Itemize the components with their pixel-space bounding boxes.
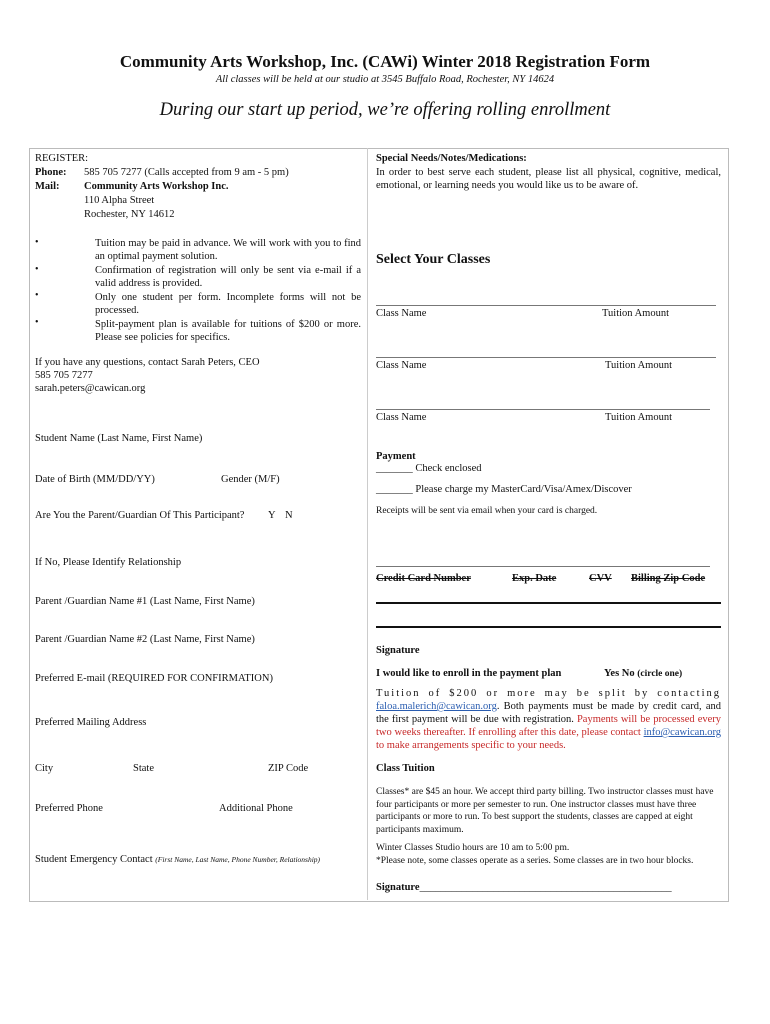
series-note: *Please note, some classes operate as a series. Some classes are in two hour blocks. <box>376 856 694 866</box>
payment-plan-question: I would like to enroll in the payment plan <box>376 668 562 679</box>
split-red-b: to make arrangements specific to your needs. <box>376 740 566 751</box>
split-payment-paragraph <box>376 687 721 752</box>
final-signature-label: Signature <box>376 882 420 893</box>
final-signature-line[interactable]: ________________________________________________ <box>419 882 672 893</box>
mail-org: Community Arts Workshop Inc. <box>84 181 229 192</box>
class-tuition-label: Class Tuition <box>376 763 435 774</box>
zip-field[interactable]: ZIP Code <box>268 763 309 774</box>
form-title: Community Arts Workshop, Inc. (CAWi) Winter 2018 Registration Form <box>119 52 651 71</box>
class-line-2 <box>376 357 716 358</box>
parent-no-option[interactable]: N <box>285 510 293 521</box>
mail-city: Rochester, NY 14612 <box>84 209 175 220</box>
column-divider <box>367 148 368 900</box>
parent-question: Are You the Parent/Guardian Of This Participant? <box>35 510 245 521</box>
emergency-contact-field[interactable] <box>35 854 320 865</box>
bullet-item-3: Only one student per form. Incomplete forms will not be processed. <box>95 292 361 316</box>
bullet-item-2: Confirmation of registration will only be sent via e-mail if a valid address is provided. <box>95 265 361 289</box>
mail-street: 110 Alpha Street <box>84 195 155 206</box>
info-email-link[interactable]: info@cawican.org <box>643 727 722 738</box>
class-name-1[interactable]: Class Name <box>376 308 427 319</box>
bullet-item-4: Split-payment plan is available for tuitions of $200 or more. Please see policies for specifics. <box>95 319 361 343</box>
check-enclosed-option[interactable]: _______ Check enclosed <box>376 463 482 474</box>
receipts-note: Receipts will be sent via email when your card is charged. <box>376 506 598 516</box>
split-text-a: Tuition of $200 or more may be split by contacting <box>376 688 721 699</box>
bullet-icon: • <box>35 317 39 328</box>
final-signature-field[interactable] <box>376 882 672 893</box>
tuition-amount-3[interactable]: Tuition Amount <box>605 412 673 423</box>
charge-card-option[interactable]: _______ Please charge my MasterCard/Visa/Amex/Discover <box>376 484 632 495</box>
relationship-field[interactable]: If No, Please Identify Relationship <box>35 557 182 568</box>
state-field[interactable]: State <box>133 763 154 774</box>
email-field[interactable]: Preferred E-mail (REQUIRED FOR CONFIRMATION) <box>35 673 273 684</box>
card-rule-1 <box>376 602 721 604</box>
split-red-a: Payments will be processed every two weeks thereafter. If enrolling after this date, please contact <box>376 714 722 738</box>
studio-address-note: All classes will be held at our studio at 3545 Buffalo Road, Rochester, NY 14624 <box>215 74 555 85</box>
card-exp-field[interactable]: Exp. Date <box>512 573 557 584</box>
phone-value: 585 705 7277 (Calls accepted from 9 am - 5 pm) <box>84 167 289 178</box>
rolling-enrollment-note: During our start up period, we’re offering rolling enrollment <box>159 100 611 120</box>
student-name-field[interactable]: Student Name (Last Name, First Name) <box>35 433 203 444</box>
bullet-icon: • <box>35 264 39 275</box>
payment-label: Payment <box>376 451 416 462</box>
guardian-1-field[interactable]: Parent /Guardian Name #1 (Last Name, First Name) <box>35 596 255 607</box>
emergency-contact-label: Student Emergency Contact <box>35 854 153 865</box>
contact-phone: 585 705 7277 <box>35 370 93 381</box>
tuition-amount-1[interactable]: Tuition Amount <box>602 308 670 319</box>
gender-field[interactable]: Gender (M/F) <box>221 474 280 485</box>
split-text-b: . Both payments must be made by credit card, and the first payment will be due with registration. <box>376 701 721 725</box>
tuition-amount-2[interactable]: Tuition Amount <box>605 360 673 371</box>
split-email-link[interactable]: faloa.malerich@cawican.org <box>376 701 497 712</box>
bullet-icon: • <box>35 290 39 301</box>
class-line-3 <box>376 409 710 410</box>
preferred-phone-field[interactable]: Preferred Phone <box>35 803 103 814</box>
bullet-item-1: Tuition may be paid in advance. We will work with you to find an optimal payment solution. <box>95 238 361 262</box>
billing-zip-field[interactable]: Billing Zip Code <box>631 573 706 584</box>
circle-one-note: (circle one) <box>637 669 683 679</box>
payment-plan-yes-no[interactable]: Yes No <box>604 668 635 679</box>
card-number-field[interactable]: Credit Card Number <box>376 573 471 584</box>
bullet-icon: • <box>35 237 39 248</box>
payment-plan-options[interactable] <box>604 668 682 679</box>
card-rule-2 <box>376 626 721 628</box>
class-tuition-text: Classes* are $45 an hour. We accept third party billing. Two instructor classes must have four participants or more per semester to run. One instructor classes must have three participants or more to run. To best support the students, classes are capped at eight participants maximum. <box>376 787 714 835</box>
signature-label: Signature <box>376 645 420 656</box>
class-line-1 <box>376 305 716 306</box>
additional-phone-field[interactable]: Additional Phone <box>219 803 293 814</box>
emergency-contact-note: (First Name, Last Name, Phone Number, Relationship) <box>155 855 321 864</box>
guardian-2-field[interactable]: Parent /Guardian Name #2 (Last Name, First Name) <box>35 634 255 645</box>
card-cvv-field[interactable]: CVV <box>589 573 612 584</box>
parent-yes-option[interactable]: Y <box>268 510 276 521</box>
contact-email: sarah.peters@cawican.org <box>35 383 146 394</box>
contact-line: If you have any questions, contact Sarah Peters, CEO <box>35 357 260 368</box>
class-name-2[interactable]: Class Name <box>376 360 427 371</box>
card-info-line <box>376 566 710 567</box>
special-needs-label: Special Needs/Notes/Medications: <box>376 153 527 164</box>
select-classes-title: Select Your Classes <box>376 252 491 267</box>
dob-field[interactable]: Date of Birth (MM/DD/YY) <box>35 474 155 485</box>
phone-label: Phone: <box>35 167 67 178</box>
city-field[interactable]: City <box>35 763 54 774</box>
mail-label: Mail: <box>35 181 60 192</box>
special-needs-text: In order to best serve each student, please list all physical, cognitive, medical, emotional, or learning needs you would like us to be aware of. <box>376 167 721 191</box>
register-label: REGISTER: <box>35 153 89 164</box>
class-name-3[interactable]: Class Name <box>376 412 427 423</box>
mailing-address-field[interactable]: Preferred Mailing Address <box>35 717 147 728</box>
studio-hours-note: Winter Classes Studio hours are 10 am to 5:00 pm. <box>376 843 570 853</box>
